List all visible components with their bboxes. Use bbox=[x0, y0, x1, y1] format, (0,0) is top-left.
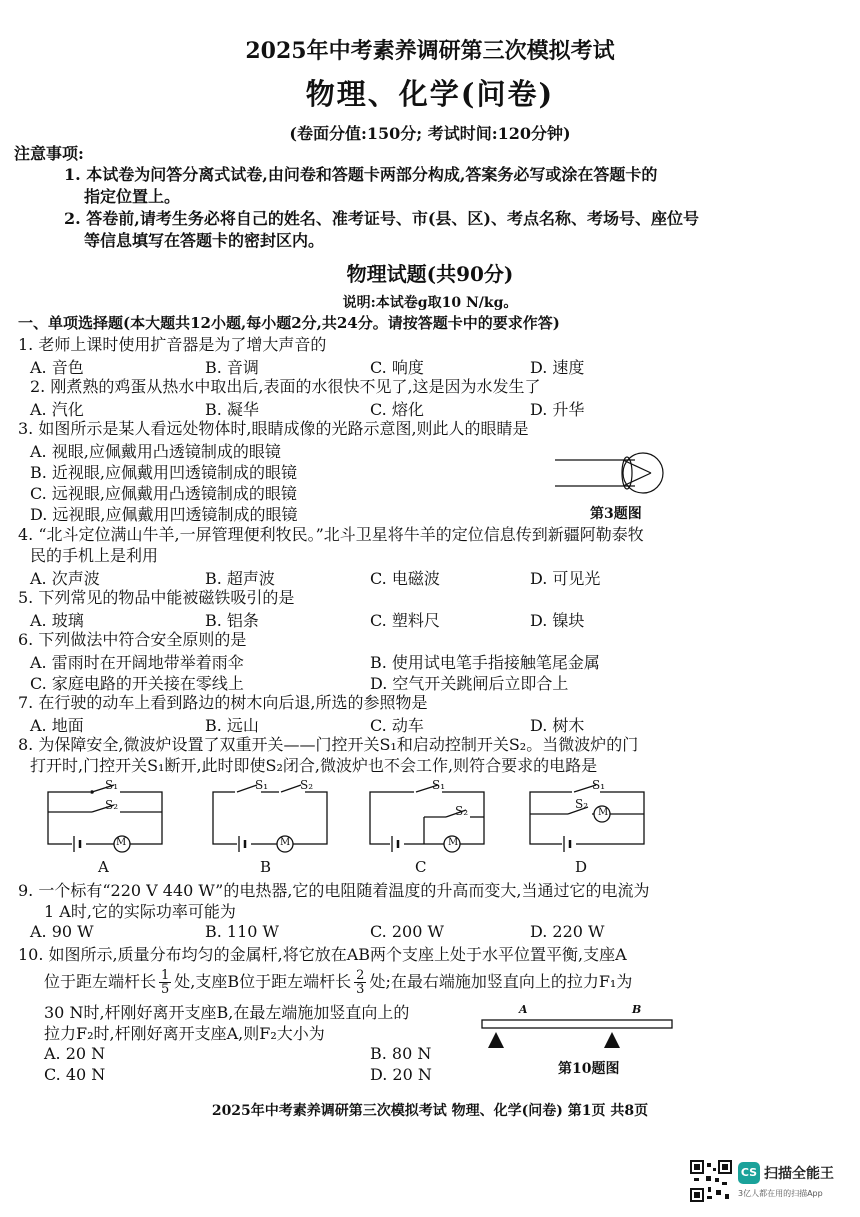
q10-stem-1: 10. 如图所示,质量分布均匀的金属杆,将它放在AB两个支座上处于水平位置平衡,支座A bbox=[18, 945, 627, 964]
fraction-2-numerator: 2 bbox=[356, 968, 365, 983]
circuit-a-motor: M bbox=[116, 837, 127, 848]
circuit-a-s2: S₂ bbox=[105, 798, 119, 812]
q2-option-b: B. 凝华 bbox=[205, 400, 259, 419]
q6-option-b: B. 使用试电笔手指接触笔尾金属 bbox=[370, 653, 600, 672]
circuit-d-label: D bbox=[575, 858, 588, 876]
q3-figure-caption: 第3题图 bbox=[590, 506, 642, 522]
lever-diagram bbox=[482, 1012, 682, 1054]
circuit-d-s1: S₁ bbox=[592, 778, 606, 792]
q8-stem-2: 打开时,门控开关S₁断开,此时即使S₂闭合,微波炉也不会工作,则符合要求的电路是 bbox=[30, 756, 598, 775]
q7-option-b: B. 远山 bbox=[205, 716, 259, 735]
q3-option-a: A. 视眼,应佩戴用凸透镜制成的眼镜 bbox=[30, 442, 281, 461]
q7-option-a: A. 地面 bbox=[30, 716, 84, 735]
exam-title: 2025年中考素养调研第三次模拟考试 bbox=[245, 38, 615, 64]
q10-stem-4: 拉力F₂时,杆刚好离开支座A,则F₂大小为 bbox=[44, 1024, 325, 1043]
support-a-label: A bbox=[519, 1003, 528, 1016]
q9-option-d: D. 220 W bbox=[530, 922, 605, 941]
q1-option-a: A. 音色 bbox=[30, 358, 84, 377]
q6-option-c: C. 家庭电路的开关接在零线上 bbox=[30, 674, 244, 693]
q3-option-b: B. 近视眼,应佩戴用凹透镜制成的眼镜 bbox=[30, 463, 298, 482]
fraction-one-fifth bbox=[159, 969, 171, 996]
circuit-b-label: B bbox=[260, 858, 272, 876]
section-title: 物理试题(共90分) bbox=[346, 262, 514, 286]
q4-stem-1: 4. “北斗定位满山牛羊,一屏管理便利牧民。”北斗卫星将牛羊的定位信息传到新疆阿勒泰牧 bbox=[18, 525, 644, 544]
q1-option-d: D. 速度 bbox=[530, 358, 585, 377]
eye-diagram bbox=[555, 448, 665, 498]
q10-stem-3: 30 N时,杆刚好离开支座B,在最左端施加竖直向上的 bbox=[44, 1003, 410, 1022]
fraction-two-thirds bbox=[354, 969, 366, 996]
q10-stem-2a: 位于距左端杆长 bbox=[44, 972, 157, 991]
q7-option-d: D. 树木 bbox=[530, 716, 585, 735]
circuit-b-s1: S₁ bbox=[255, 778, 269, 792]
q10-stem-2c: 处;在最右端施加竖直向上的拉力F₁为 bbox=[369, 972, 633, 991]
q5-stem: 5. 下列常见的物品中能被磁铁吸引的是 bbox=[18, 588, 295, 607]
q9-option-b: B. 110 W bbox=[205, 922, 279, 941]
q7-stem: 7. 在行驶的动车上看到路边的树木向后退,所选的参照物是 bbox=[18, 693, 428, 712]
q10-stem-2b: 处,支座B位于距左端杆长 bbox=[174, 972, 352, 991]
q7-option-c: C. 动车 bbox=[370, 716, 424, 735]
q9-option-c: C. 200 W bbox=[370, 922, 444, 941]
q9-stem-2: 1 A时,它的实际功率可能为 bbox=[44, 902, 236, 921]
q10-stem-2 bbox=[44, 966, 632, 998]
circuit-a-label: A bbox=[98, 858, 109, 876]
notes-heading: 注意事项: bbox=[14, 144, 84, 163]
note-2a: 2. 答卷前,请考生务必将自己的姓名、准考证号、市(县、区)、考点名称、考场号、座位号 bbox=[64, 209, 699, 228]
q5-option-a: A. 玻璃 bbox=[30, 611, 84, 630]
q4-option-d: D. 可见光 bbox=[530, 569, 601, 588]
q2-option-c: C. 熔化 bbox=[370, 400, 424, 419]
exam-info: (卷面分值:150分; 考试时间:120分钟) bbox=[289, 124, 571, 143]
q5-option-b: B. 铝条 bbox=[205, 611, 259, 630]
q3-option-d: D. 远视眼,应佩戴用凹透镜制成的眼镜 bbox=[30, 505, 298, 524]
circuit-c-label: C bbox=[415, 858, 427, 876]
section-note: 说明:本试卷g取10 N/kg。 bbox=[342, 295, 518, 311]
q6-option-d: D. 空气开关跳闸后立即合上 bbox=[370, 674, 569, 693]
note-2b: 等信息填写在答题卡的密封区内。 bbox=[84, 231, 325, 250]
camscanner-tagline: 3亿人都在用的扫描App bbox=[738, 1189, 823, 1198]
support-b-label: B bbox=[632, 1003, 642, 1016]
circuit-c-s2: S₂ bbox=[455, 804, 469, 818]
q6-option-a: A. 雷雨时在开阔地带举着雨伞 bbox=[30, 653, 244, 672]
circuit-d-s2: S₂ bbox=[575, 797, 589, 811]
qr-code-icon bbox=[690, 1160, 732, 1202]
q10-option-d: D. 20 N bbox=[370, 1065, 432, 1084]
circuit-a bbox=[40, 782, 170, 852]
circuit-c-s1: S₁ bbox=[432, 778, 446, 792]
fraction-1-denominator: 5 bbox=[161, 982, 170, 997]
q10-figure-caption: 第10题图 bbox=[558, 1061, 620, 1077]
camscanner-brand: 扫描全能王 bbox=[764, 1166, 834, 1182]
q4-option-b: B. 超声波 bbox=[205, 569, 275, 588]
q1-option-b: B. 音调 bbox=[205, 358, 259, 377]
q5-option-d: D. 镍块 bbox=[530, 611, 585, 630]
q9-option-a: A. 90 W bbox=[30, 922, 94, 941]
q10-option-b: B. 80 N bbox=[370, 1044, 432, 1063]
circuit-c bbox=[362, 782, 492, 852]
note-1b: 指定位置上。 bbox=[84, 187, 181, 206]
q6-stem: 6. 下列做法中符合安全原则的是 bbox=[18, 630, 247, 649]
camscanner-logo-icon: CS bbox=[738, 1162, 760, 1184]
q10-option-a: A. 20 N bbox=[44, 1044, 106, 1063]
q8-stem-1: 8. 为保障安全,微波炉设置了双重开关——门控开关S₁和启动控制开关S₂。当微波炉的门 bbox=[18, 735, 639, 754]
q2-stem: 2. 刚煮熟的鸡蛋从热水中取出后,表面的水很快不见了,这是因为水发生了 bbox=[30, 377, 541, 396]
part-one-heading: 一、单项选择题(本大题共12小题,每小题2分,共24分。请按答题卡中的要求作答) bbox=[18, 314, 560, 332]
circuit-d bbox=[522, 782, 652, 852]
circuit-b-s2: S₂ bbox=[300, 778, 314, 792]
q4-stem-2: 民的手机上是利用 bbox=[30, 546, 159, 565]
q1-option-c: C. 响度 bbox=[370, 358, 424, 377]
q2-option-d: D. 升华 bbox=[530, 400, 585, 419]
fraction-2-denominator: 3 bbox=[356, 982, 365, 997]
note-1a: 1. 本试卷为问答分离式试卷,由问卷和答题卡两部分构成,答案务必写或涂在答题卡的 bbox=[64, 165, 658, 184]
circuit-b bbox=[205, 782, 335, 852]
exam-subtitle: 物理、化学(问卷) bbox=[305, 77, 555, 111]
q4-option-c: C. 电磁波 bbox=[370, 569, 440, 588]
page-footer: 2025年中考素养调研第三次模拟考试 物理、化学(问卷) 第1页 共8页 bbox=[211, 1103, 649, 1119]
q10-option-c: C. 40 N bbox=[44, 1065, 106, 1084]
q2-option-a: A. 汽化 bbox=[30, 400, 84, 419]
circuit-c-motor: M bbox=[448, 837, 459, 848]
q3-option-c: C. 远视眼,应佩戴用凸透镜制成的眼镜 bbox=[30, 484, 297, 503]
circuit-d-motor: M bbox=[598, 807, 609, 818]
q1-stem: 1. 老师上课时使用扩音器是为了增大声音的 bbox=[18, 335, 327, 354]
q9-stem-1: 9. 一个标有“220 V 440 W”的电热器,它的电阻随着温度的升高而变大,当通过它的电流为 bbox=[18, 881, 650, 900]
circuit-a-s1: S₁ bbox=[105, 778, 119, 792]
q5-option-c: C. 塑料尺 bbox=[370, 611, 440, 630]
q3-stem: 3. 如图所示是某人看远处物体时,眼睛成像的光路示意图,则此人的眼睛是 bbox=[18, 419, 529, 438]
q4-option-a: A. 次声波 bbox=[30, 569, 100, 588]
circuit-b-motor: M bbox=[280, 837, 291, 848]
fraction-1-numerator: 1 bbox=[161, 968, 170, 983]
